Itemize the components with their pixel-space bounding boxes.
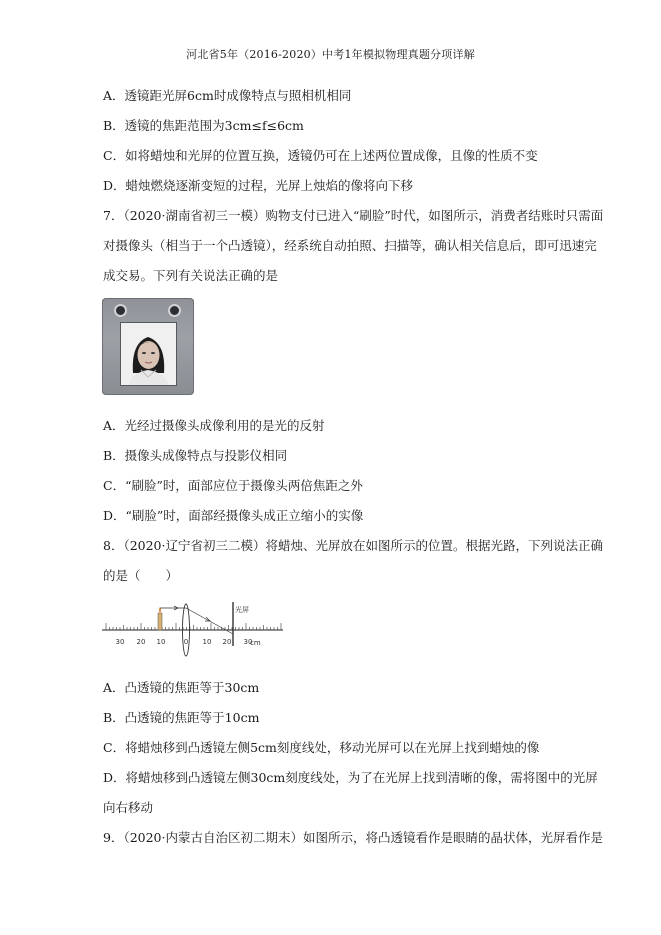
ruler-tick-label: 20 [136,638,146,646]
unit-label: cm [250,639,261,647]
face-portrait-drawing [121,323,176,385]
ruler-tick-label: 0 [183,638,189,646]
ruler-tick-label: 10 [156,638,166,646]
option-b-q6: B．透镜的焦距范围为3cm≤f≤6cm [103,118,304,133]
screen-label: 光屏 [235,606,249,614]
option-a-q7: A．光经过摄像头成像利用的是光的反射 [103,418,325,433]
camera-lens-right [170,306,179,315]
ruler-tick-labels [116,638,253,646]
option-b-q8: B．凸透镜的焦距等于10cm [103,710,260,725]
ruler-tick-label: 30 [243,638,253,646]
optical-bench-svg [100,598,285,660]
option-b-q7: B．摄像头成像特点与投影仪相同 [103,448,288,463]
option-c-q8: C．将蜡烛移到凸透镜左侧5cm刻度线处，移动光屏可以在光屏上找到蜡烛的像 [103,740,540,755]
option-c-q7: C．“刷脸”时，面部应位于摄像头两倍焦距之外 [103,478,363,493]
option-c-q6: C．如将蜡烛和光屏的位置互换，透镜仍可在上述两位置成像，且像的性质不变 [103,148,538,163]
question-8-line-1: 8．（2020·辽宁省初三二模）将蜡烛、光屏放在如图所示的位置。根据光路，下列说法正确 [103,538,603,553]
option-d-q6: D．蜡烛燃烧逐渐变短的过程，光屏上烛焰的像将向下移 [103,178,414,193]
ruler-tick-label: 20 [222,638,232,646]
candle-icon [158,613,162,630]
face-scan-device-image [102,298,194,395]
page-header: 河北省5年（2016-2020）中考1年模拟物理真题分项详解 [186,48,475,61]
option-d-q8-line-1: D．将蜡烛移到凸透镜左侧30cm刻度线处，为了在光屏上找到清晰的像，需将图中的光屏 [103,770,598,785]
ruler-tick-label: 10 [202,638,212,646]
option-a-q8: A．凸透镜的焦距等于30cm [103,680,260,695]
question-7-line-1: 7．（2020·湖南省初三一模）购物支付已进入“刷脸”时代，如图所示，消费者结账时只需面 [103,208,604,223]
ruler-scale [106,623,281,630]
question-7-line-2: 对摄像头（相当于一个凸透镜），经系统自动拍照、扫描等，确认相关信息后，即可迅速完 [103,238,597,253]
question-8-line-2: 的是（ ） [103,568,179,583]
question-9-line-1: 9．（2020·内蒙古自治区初二期末）如图所示，将凸透镜看作是眼睛的晶状体，光屏看作是 [103,830,603,845]
option-d-q8-line-2: 向右移动 [103,800,154,815]
question-7-line-3: 成交易。下列有关说法正确的是 [103,268,279,283]
option-a-q6: A．透镜距光屏6cm时成像特点与照相机相同 [103,88,352,103]
option-d-q7: D．“刷脸”时，面部经摄像头成正立缩小的实像 [103,508,364,523]
camera-lens-left [116,306,125,315]
optical-bench-diagram [100,598,285,660]
ruler-tick-label: 30 [115,638,125,646]
face-photo [120,322,177,386]
